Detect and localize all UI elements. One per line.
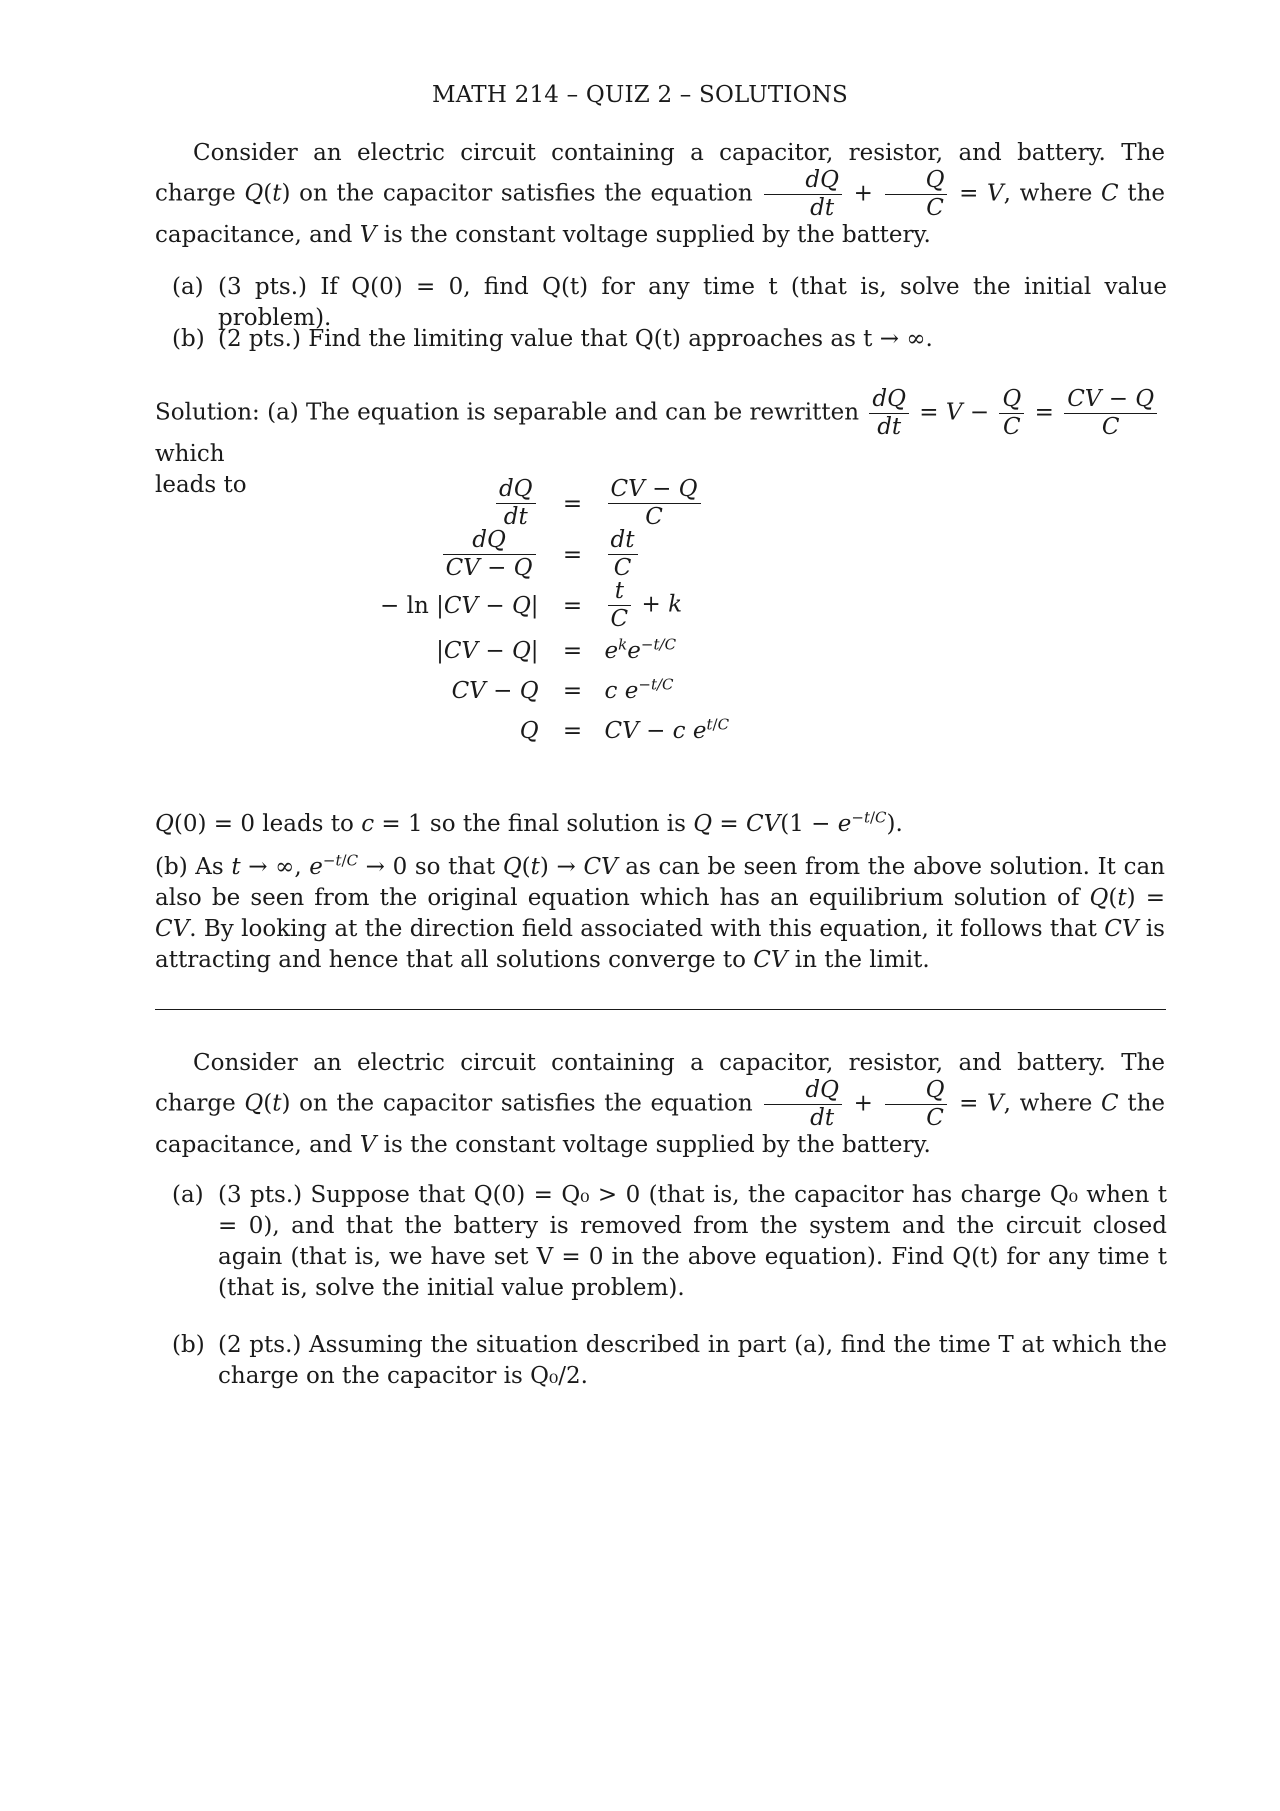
solution1-final: Q(0) = 0 leads to c = 1 so the final solution is $Q = CV(1 - e^{-t/C})$. — [155, 808, 903, 837]
problem1-part-b-text: (2 pts.) Find the limiting value that Q(t) approaches as t → ∞. — [218, 326, 933, 352]
problem1-part-a-label: (a) — [172, 274, 204, 300]
derivation-step: |CV − Q| = $e^ke^{-t/C}$ — [436, 635, 677, 664]
problem1-intro-text-6: constant voltage supplied by the battery. — [455, 222, 931, 248]
page-title: MATH 214 – QUIZ 2 – SOLUTIONS — [432, 82, 848, 108]
math-cv-minus-q-over-c: $\frac{CV - Q}{C}$ — [1064, 388, 1157, 439]
derivation-step: Q = CV − c $e^{t/C}$ — [519, 715, 730, 744]
problem1-part-b-label: (b) — [172, 326, 205, 352]
solution1-which: which — [155, 441, 225, 467]
problem1-part-a-text: (3 pts.) If Q(0) = 0, find Q(t) for any time t (that is, solve the initial value problem). — [218, 274, 1167, 331]
math-dq-dt-2: $\frac{dQ}{dt}$ — [869, 388, 909, 439]
problem2-intro-text-4: the capacitance, and — [155, 1090, 1165, 1158]
derivation-step: $\frac{dQ}{CV - Q}$ = $\frac{dt}{C}$ — [380, 529, 729, 580]
problem2-intro-text-5: is the — [383, 1132, 448, 1158]
problem2-intro-text-2: on the capacitor satisfies the equation — [299, 1090, 753, 1117]
math-dq-dt: $\frac{dQ}{dt}$ — [764, 169, 842, 220]
problem2-intro-text-3: , where — [1003, 1090, 1093, 1117]
problem2-intro: Consider an electric circuit containing a capacitor, resistor, and battery. The charge Q(t) on the capacitor satisfies the equation $\frac{dQ}{dt}$ + $\frac{Q}{C}$ = V, where C the capacitance, and V is the constant voltage supplied by the battery. — [155, 1050, 1165, 1158]
math-q-over-c-2: $\frac{Q}{C}$ — [999, 388, 1024, 439]
solution1-intro: Solution: (a) The equation is separable and can be rewritten $\frac{dQ}{dt}$ = V − $\frac{Q}{C}$ = $\frac{CV - Q}{C}$ which leads to — [155, 388, 1165, 501]
derivation-step: CV − Q = c $e^{-t/C}$ — [451, 675, 674, 704]
math-q-of-t: Q — [244, 180, 264, 207]
problem1-part-b — [172, 324, 1167, 355]
derivation-step: $\frac{dQ}{dt}$ = $\frac{CV - Q}{C}$ — [380, 478, 729, 529]
math-q-over-c-3: $\frac{Q}{C}$ — [885, 1079, 948, 1130]
problem1-intro-text-1: Consider an electric circuit containing a capacitor, resistor, and battery. The charge — [155, 140, 1165, 207]
problem2-part-a-label: (a) — [172, 1182, 204, 1208]
section-divider — [155, 1009, 1166, 1010]
math-q-over-c: $\frac{Q}{C}$ — [885, 169, 948, 220]
problem1-intro-text-3: , where — [1003, 180, 1093, 207]
solution1-part-b: (b) As t → ∞, $e^{-t/C} \to 0$ so that Q(t) → CV as can be seen from the above solution. It can also be seen from the original equation which has an equilibrium solution of Q(t) = CV. By looking at the direction field associated with this equation, it follows that CV is attracting and hence that all solutions converge to CV in the limit. — [155, 851, 1165, 973]
problem2-part-b — [172, 1330, 1167, 1392]
problem2-part-a — [172, 1180, 1167, 1304]
solution1-leads-to: leads to — [155, 472, 247, 498]
derivation-step: − ln |CV − Q| = $\frac{t}{C}$ + k — [380, 578, 682, 632]
problem1-intro-text-5: is the — [383, 222, 448, 248]
problem2-part-a-text: (3 pts.) Suppose that Q(0) = Q₀ > 0 (that is, the capacitor has charge Q₀ when t = 0), and that the battery is removed from the system and the circuit closed again (that is, we have set V = 0 in the above equation). Find Q(t) for any time t (that is, solve the initial value problem). — [218, 1182, 1167, 1301]
problem1-intro: Consider an electric circuit containing a capacitor, resistor, and battery. The charge Q(t) on the capacitor satisfies the equation $\frac{dQ}{dt}$ + $\frac{Q}{C}$ = V, where C the capacitance, and V is the constant voltage supplied by the battery. — [155, 140, 1165, 248]
math-cv-minus-q-over-c-2: $\frac{CV - Q}{C}$ — [608, 478, 701, 529]
problem2-intro-text-1: Consider an electric circuit containing a capacitor, resistor, and battery. The charge — [155, 1050, 1165, 1117]
problem1-intro-text-2: on the capacitor satisfies the equation — [299, 180, 753, 207]
problem1-intro-text-4: the capacitance, and — [155, 180, 1165, 248]
problem2-part-b-label: (b) — [172, 1332, 205, 1358]
math-dq-dt-3: $\frac{dQ}{dt}$ — [496, 478, 536, 529]
solution1-intro-text: Solution: (a) The equation is separable and can be rewritten — [155, 399, 860, 426]
math-dq-over-cv-minus-q: $\frac{dQ}{CV - Q}$ — [443, 529, 536, 580]
math-dq-dt-4: $\frac{dQ}{dt}$ — [764, 1079, 842, 1130]
problem2-part-b-text: (2 pts.) Assuming the situation described in part (a), find the time T at which the charge on the capacitor is Q₀/2. — [218, 1332, 1167, 1389]
math-dt-over-c: $\frac{dt}{C}$ — [608, 529, 638, 580]
problem2-intro-text-6: constant voltage supplied by the battery. — [455, 1132, 931, 1158]
math-t-over-c: $\frac{t}{C}$ — [608, 580, 632, 631]
solution1-derivation — [380, 478, 729, 751]
